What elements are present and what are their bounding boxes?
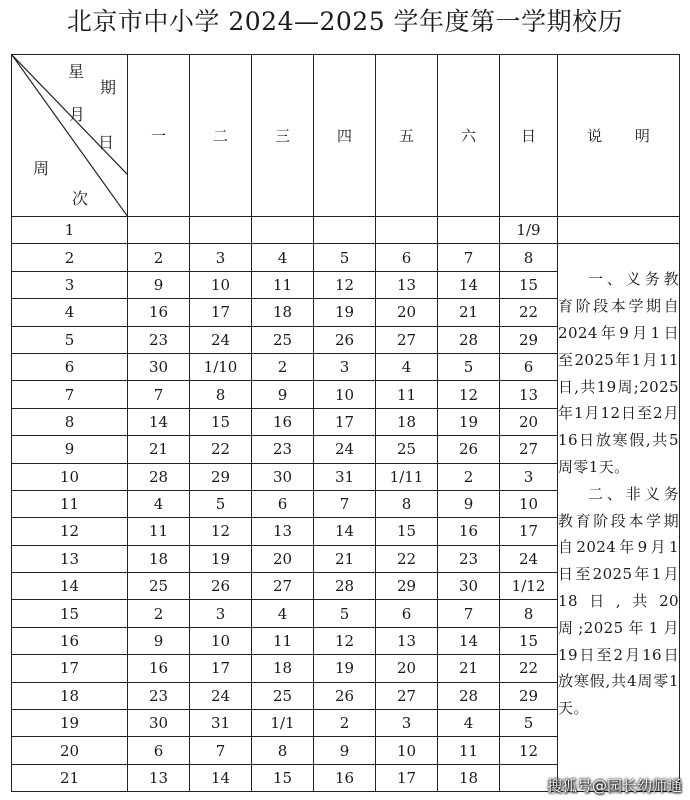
date-cell: 6: [252, 490, 314, 517]
date-cell: 29: [190, 463, 252, 490]
date-cell: 22: [500, 299, 558, 326]
date-cell: 5: [438, 353, 500, 380]
date-cell: 16: [314, 764, 376, 791]
date-cell: 1/9: [500, 217, 558, 244]
date-cell: 21: [438, 299, 500, 326]
date-cell: 2: [128, 600, 190, 627]
date-cell: 6: [500, 353, 558, 380]
date-cell: 21: [314, 545, 376, 572]
date-cell: 7: [314, 490, 376, 517]
date-cell: 1/10: [190, 353, 252, 380]
header-row: [12, 55, 680, 217]
date-cell: [376, 217, 438, 244]
day-header-tue: 二: [190, 55, 252, 217]
date-cell: 7: [190, 737, 252, 764]
date-cell: 31: [314, 463, 376, 490]
week-number-cell: 10: [12, 463, 128, 490]
date-cell: 5: [190, 490, 252, 517]
date-cell: 13: [376, 627, 438, 654]
week-number-cell: 11: [12, 490, 128, 517]
date-cell: 3: [314, 353, 376, 380]
week-number-cell: 2: [12, 244, 128, 271]
week-number-cell: 13: [12, 545, 128, 572]
date-cell: 18: [252, 299, 314, 326]
date-cell: 5: [314, 600, 376, 627]
date-cell: 30: [128, 353, 190, 380]
date-cell: 31: [190, 710, 252, 737]
date-cell: 14: [438, 271, 500, 298]
date-cell: 13: [500, 381, 558, 408]
date-cell: 11: [376, 381, 438, 408]
date-cell: 23: [128, 326, 190, 353]
date-cell: 12: [190, 518, 252, 545]
date-cell: 17: [314, 408, 376, 435]
date-cell: 8: [500, 244, 558, 271]
date-cell: 28: [128, 463, 190, 490]
date-cell: 4: [252, 600, 314, 627]
date-cell: 18: [128, 545, 190, 572]
date-cell: 15: [190, 408, 252, 435]
diag-label-yue: 月: [69, 105, 86, 124]
notes-blank-cell: [558, 217, 680, 244]
date-cell: 22: [376, 545, 438, 572]
date-cell: 13: [252, 518, 314, 545]
date-cell: 23: [128, 682, 190, 709]
date-cell: 16: [128, 655, 190, 682]
date-cell: 8: [500, 600, 558, 627]
date-cell: 6: [128, 737, 190, 764]
date-cell: 15: [252, 764, 314, 791]
date-cell: 13: [128, 764, 190, 791]
page-title: 北京市中小学 2024—2025 学年度第一学期校历: [66, 7, 624, 36]
date-cell: 11: [438, 737, 500, 764]
date-cell: 6: [376, 244, 438, 271]
diag-label-ri: 日: [98, 133, 115, 152]
school-calendar-table: [11, 54, 680, 792]
date-cell: [252, 217, 314, 244]
date-cell: 24: [190, 326, 252, 353]
date-cell: 30: [438, 573, 500, 600]
date-cell: 12: [314, 627, 376, 654]
date-cell: 10: [190, 271, 252, 298]
date-cell: 11: [128, 518, 190, 545]
date-cell: 25: [252, 682, 314, 709]
week-number-cell: 17: [12, 655, 128, 682]
date-cell: 4: [128, 490, 190, 517]
date-cell: 12: [438, 381, 500, 408]
date-cell: 14: [190, 764, 252, 791]
date-cell: 10: [314, 381, 376, 408]
date-cell: 22: [500, 655, 558, 682]
date-cell: 1/11: [376, 463, 438, 490]
date-cell: 19: [314, 299, 376, 326]
date-cell: 10: [190, 627, 252, 654]
week-number-cell: 1: [12, 217, 128, 244]
date-cell: 26: [314, 682, 376, 709]
day-header-mon: 一: [128, 55, 190, 217]
date-cell: [314, 217, 376, 244]
date-cell: 16: [128, 299, 190, 326]
date-cell: [438, 217, 500, 244]
date-cell: 9: [438, 490, 500, 517]
date-cell: 8: [376, 490, 438, 517]
notes-header: 说 明: [558, 55, 680, 217]
date-cell: 24: [314, 436, 376, 463]
date-cell: 9: [252, 381, 314, 408]
date-cell: 20: [252, 545, 314, 572]
date-cell: 15: [500, 271, 558, 298]
diag-label-ci: 次: [72, 189, 89, 208]
date-cell: 6: [376, 600, 438, 627]
date-cell: 17: [376, 764, 438, 791]
date-cell: 9: [128, 627, 190, 654]
date-cell: 28: [314, 573, 376, 600]
date-cell: 9: [314, 737, 376, 764]
date-cell: 27: [500, 436, 558, 463]
table-row: [12, 217, 680, 244]
date-cell: 20: [500, 408, 558, 435]
date-cell: 2: [128, 244, 190, 271]
date-cell: 10: [376, 737, 438, 764]
date-cell: 26: [190, 573, 252, 600]
date-cell: 7: [438, 244, 500, 271]
date-cell: 4: [252, 244, 314, 271]
diagonal-header-cell: [12, 55, 128, 217]
date-cell: 16: [252, 408, 314, 435]
date-cell: 20: [376, 655, 438, 682]
date-cell: 15: [500, 627, 558, 654]
date-cell: 4: [438, 710, 500, 737]
date-cell: 9: [128, 271, 190, 298]
date-cell: 26: [438, 436, 500, 463]
date-cell: 19: [314, 655, 376, 682]
date-cell: 28: [438, 682, 500, 709]
note-paragraph: 二、非义务教育阶段本学期自2024年9月1日至2025年1月18日,共20周;2025年1月19日至2月16日放寒假,共4周零1天。: [558, 484, 679, 718]
date-cell: 12: [500, 737, 558, 764]
week-number-cell: 7: [12, 381, 128, 408]
date-cell: 27: [252, 573, 314, 600]
date-cell: 18: [438, 764, 500, 791]
date-cell: 27: [376, 682, 438, 709]
date-cell: 14: [128, 408, 190, 435]
week-number-cell: 9: [12, 436, 128, 463]
date-cell: 1/1: [252, 710, 314, 737]
date-cell: 19: [190, 545, 252, 572]
date-cell: 28: [438, 326, 500, 353]
date-cell: 7: [128, 381, 190, 408]
date-cell: 4: [376, 353, 438, 380]
week-number-cell: 19: [12, 710, 128, 737]
date-cell: [190, 217, 252, 244]
date-cell: 29: [500, 682, 558, 709]
week-number-cell: 8: [12, 408, 128, 435]
week-number-cell: 3: [12, 271, 128, 298]
date-cell: 21: [128, 436, 190, 463]
week-number-cell: 18: [12, 682, 128, 709]
week-number-cell: 14: [12, 573, 128, 600]
week-number-cell: 15: [12, 600, 128, 627]
date-cell: 17: [500, 518, 558, 545]
week-number-cell: 5: [12, 326, 128, 353]
date-cell: 20: [376, 299, 438, 326]
week-number-cell: 16: [12, 627, 128, 654]
date-cell: 5: [314, 244, 376, 271]
date-cell: 2: [438, 463, 500, 490]
date-cell: 15: [376, 518, 438, 545]
date-cell: 24: [500, 545, 558, 572]
watermark: 搜狐号@园长幼师通: [546, 777, 682, 795]
day-header-thu: 四: [314, 55, 376, 217]
date-cell: 11: [252, 271, 314, 298]
date-cell: 26: [314, 326, 376, 353]
date-cell: 2: [252, 353, 314, 380]
date-cell: 2: [314, 710, 376, 737]
date-cell: 17: [190, 299, 252, 326]
date-cell: 25: [128, 573, 190, 600]
date-cell: 23: [252, 436, 314, 463]
date-cell: 23: [438, 545, 500, 572]
date-cell: 18: [376, 408, 438, 435]
date-cell: 27: [376, 326, 438, 353]
date-cell: 5: [500, 710, 558, 737]
week-number-cell: 6: [12, 353, 128, 380]
date-cell: 21: [438, 655, 500, 682]
date-cell: 8: [190, 381, 252, 408]
diag-label-zhou: 周: [33, 159, 50, 178]
date-cell: 17: [190, 655, 252, 682]
diag-label-xing: 星: [68, 62, 85, 81]
date-cell: 25: [376, 436, 438, 463]
date-cell: 14: [438, 627, 500, 654]
date-cell: 7: [438, 600, 500, 627]
date-cell: 13: [376, 271, 438, 298]
date-cell: 30: [252, 463, 314, 490]
table-row: [12, 244, 680, 271]
week-number-cell: 4: [12, 299, 128, 326]
day-header-fri: 五: [376, 55, 438, 217]
week-number-cell: 21: [12, 764, 128, 791]
date-cell: 19: [438, 408, 500, 435]
date-cell: 3: [190, 244, 252, 271]
date-cell: [128, 217, 190, 244]
notes-cell: [558, 244, 680, 792]
date-cell: 16: [438, 518, 500, 545]
date-cell: 18: [252, 655, 314, 682]
date-cell: 11: [252, 627, 314, 654]
date-cell: 3: [500, 463, 558, 490]
day-header-sat: 六: [438, 55, 500, 217]
date-cell: 3: [376, 710, 438, 737]
date-cell: 10: [500, 490, 558, 517]
date-cell: 3: [190, 600, 252, 627]
day-header-wed: 三: [252, 55, 314, 217]
date-cell: 1/12: [500, 573, 558, 600]
day-header-sun: 日: [500, 55, 558, 217]
date-cell: 14: [314, 518, 376, 545]
date-cell: 30: [128, 710, 190, 737]
date-cell: 29: [500, 326, 558, 353]
diag-label-qi: 期: [100, 78, 117, 97]
note-paragraph: 一、义务教育阶段本学期自2024年9月1日至2025年1月11日,共19周;2025年1月12日至2月16日放寒假,共5周零1天。: [558, 270, 679, 476]
date-cell: 25: [252, 326, 314, 353]
date-cell: 12: [314, 271, 376, 298]
date-cell: 29: [376, 573, 438, 600]
week-number-cell: 12: [12, 518, 128, 545]
date-cell: 22: [190, 436, 252, 463]
week-number-cell: 20: [12, 737, 128, 764]
date-cell: 24: [190, 682, 252, 709]
date-cell: 8: [252, 737, 314, 764]
